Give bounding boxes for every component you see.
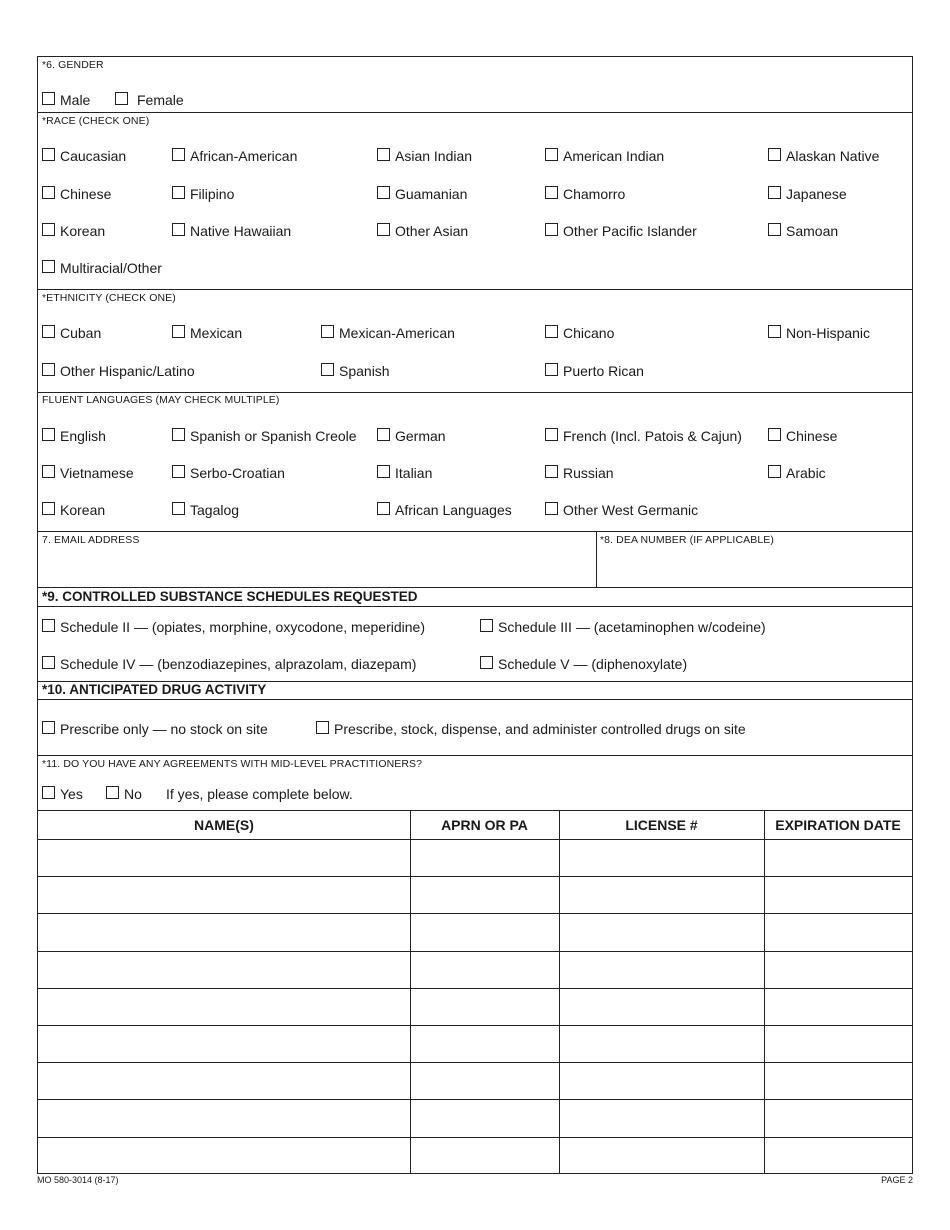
option-label: Vietnamese xyxy=(60,465,134,481)
gender-male-checkbox[interactable] xyxy=(42,92,90,108)
ethnicity-spanish-checkbox[interactable] xyxy=(321,363,390,379)
schedule-iv-checkbox[interactable] xyxy=(42,656,416,672)
option-label: Spanish xyxy=(339,363,390,379)
checkbox-box[interactable] xyxy=(42,786,55,799)
table-cell-expiration-date[interactable] xyxy=(765,840,911,875)
checkbox-box[interactable] xyxy=(42,325,55,338)
ethnicity-non-hispanic-checkbox[interactable] xyxy=(768,325,870,341)
checkbox-box[interactable] xyxy=(42,502,55,515)
option-label: Schedule V — (diphenoxylate) xyxy=(498,656,688,672)
race-chinese-checkbox[interactable] xyxy=(42,186,111,202)
option-label: Caucasian xyxy=(60,148,127,164)
table-cell-name-s[interactable] xyxy=(39,952,409,987)
table-cell-expiration-date[interactable] xyxy=(765,1100,911,1135)
language-italian-checkbox[interactable] xyxy=(377,465,432,481)
race-filipino-checkbox[interactable] xyxy=(172,186,234,202)
table-cell-aprn-or-pa[interactable] xyxy=(411,952,558,987)
ethnicity-puerto-rican-checkbox[interactable] xyxy=(545,363,644,379)
gender-label: *6. GENDER xyxy=(42,59,104,71)
divider xyxy=(38,392,912,393)
language-tagalog-checkbox[interactable] xyxy=(172,502,239,518)
table-cell-expiration-date[interactable] xyxy=(765,914,911,949)
option-label: Chicano xyxy=(563,325,615,341)
divider xyxy=(38,699,912,700)
language-french-incl-patois-cajun-checkbox[interactable] xyxy=(545,428,742,444)
email-label: 7. EMAIL ADDRESS xyxy=(42,534,140,546)
checkbox-box[interactable] xyxy=(316,721,329,734)
checkbox-box[interactable] xyxy=(42,656,55,669)
table-cell-aprn-or-pa[interactable] xyxy=(411,840,558,875)
option-label: French (Incl. Patois & Cajun) xyxy=(563,428,742,444)
table-cell-aprn-or-pa[interactable] xyxy=(411,1026,558,1061)
option-label: Other Asian xyxy=(395,223,469,239)
option-label: Other West Germanic xyxy=(563,502,699,518)
divider xyxy=(38,531,912,532)
checkbox-box[interactable] xyxy=(480,656,493,669)
option-label: Yes xyxy=(60,786,83,802)
table-cell-name-s[interactable] xyxy=(39,1063,409,1098)
table-cell-name-s[interactable] xyxy=(39,914,409,949)
table-cell-license[interactable] xyxy=(560,1063,763,1098)
table-cell-license[interactable] xyxy=(560,1138,763,1173)
gender-female-checkbox[interactable] xyxy=(115,92,184,108)
table-cell-name-s[interactable] xyxy=(39,877,409,912)
option-label: Other Pacific Islander xyxy=(563,223,697,239)
checkbox-box[interactable] xyxy=(172,428,185,441)
option-label: Asian Indian xyxy=(395,148,473,164)
option-label: Korean xyxy=(60,223,106,239)
table-cell-name-s[interactable] xyxy=(39,1100,409,1135)
language-serbo-croatian-checkbox[interactable] xyxy=(172,465,285,481)
divider xyxy=(38,587,912,588)
divider xyxy=(596,531,597,587)
checkbox-box[interactable] xyxy=(545,465,558,478)
checkbox-box[interactable] xyxy=(42,223,55,236)
option-label: Italian xyxy=(395,465,433,481)
checkbox-box[interactable] xyxy=(545,363,558,376)
table-cell-expiration-date[interactable] xyxy=(765,1026,911,1061)
race-label: *RACE (CHECK ONE) xyxy=(42,115,150,127)
option-label: Native Hawaiian xyxy=(190,223,292,239)
option-label: Mexican xyxy=(190,325,243,341)
checkbox-box[interactable] xyxy=(377,148,390,161)
email-field[interactable] xyxy=(38,547,596,585)
option-label: Other Hispanic/Latino xyxy=(60,363,195,379)
column-header-aprn-or-pa: APRN OR PA xyxy=(441,817,528,833)
race-alaskan-native-checkbox[interactable] xyxy=(768,148,879,164)
table-cell-aprn-or-pa[interactable] xyxy=(411,1138,558,1173)
ethnicity-mexican-checkbox[interactable] xyxy=(172,325,242,341)
option-label: Japanese xyxy=(786,186,847,202)
option-label: Cuban xyxy=(60,325,102,341)
table-cell-aprn-or-pa[interactable] xyxy=(411,1063,558,1098)
ethnicity-mexican-american-checkbox[interactable] xyxy=(321,325,455,341)
agreements-note: If yes, please complete below. xyxy=(166,786,353,802)
schedules-title: *9. CONTROLLED SUBSTANCE SCHEDULES REQUESTED xyxy=(42,589,418,604)
option-label: African-American xyxy=(190,148,298,164)
checkbox-box[interactable] xyxy=(172,223,185,236)
race-multiracial-other-checkbox[interactable] xyxy=(42,260,162,276)
race-caucasian-checkbox[interactable] xyxy=(42,148,126,164)
checkbox-box[interactable] xyxy=(42,186,55,199)
table-cell-aprn-or-pa[interactable] xyxy=(411,1100,558,1135)
race-other-asian-checkbox[interactable] xyxy=(377,223,468,239)
checkbox-box[interactable] xyxy=(42,92,55,105)
checkbox-box[interactable] xyxy=(768,465,781,478)
page-number: PAGE 2 xyxy=(881,1175,913,1185)
table-cell-expiration-date[interactable] xyxy=(765,989,911,1024)
checkbox-box[interactable] xyxy=(480,619,493,632)
checkbox-box[interactable] xyxy=(545,223,558,236)
language-russian-checkbox[interactable] xyxy=(545,465,614,481)
table-cell-license[interactable] xyxy=(560,840,763,875)
ethnicity-other-hispanic-latino-checkbox[interactable] xyxy=(42,363,195,379)
checkbox-box[interactable] xyxy=(768,325,781,338)
option-label: Schedule III — (acetaminophen w/codeine) xyxy=(498,619,766,635)
option-label: English xyxy=(60,428,106,444)
option-label: Multiracial/Other xyxy=(60,260,162,276)
table-cell-license[interactable] xyxy=(560,1100,763,1135)
table-cell-license[interactable] xyxy=(560,914,763,949)
schedule-iii-checkbox[interactable] xyxy=(480,619,766,635)
checkbox-box[interactable] xyxy=(42,428,55,441)
language-english-checkbox[interactable] xyxy=(42,428,106,444)
language-spanish-or-spanish-creole-checkbox[interactable] xyxy=(172,428,357,444)
checkbox-box[interactable] xyxy=(321,325,334,338)
agreements-yes-checkbox[interactable] xyxy=(42,786,83,802)
table-cell-name-s[interactable] xyxy=(39,1138,409,1173)
schedule-ii-checkbox[interactable] xyxy=(42,619,425,635)
column-header-expiration-date: EXPIRATION DATE xyxy=(775,817,901,833)
option-label: Schedule II — (opiates, morphine, oxycodone, meperidine) xyxy=(60,619,425,635)
race-asian-indian-checkbox[interactable] xyxy=(377,148,472,164)
table-cell-expiration-date[interactable] xyxy=(765,1063,911,1098)
divider xyxy=(38,606,912,607)
option-label: Prescribe, stock, dispense, and administer controlled drugs on site xyxy=(334,721,746,737)
checkbox-box[interactable] xyxy=(42,148,55,161)
table-cell-aprn-or-pa[interactable] xyxy=(411,914,558,949)
checkbox-box[interactable] xyxy=(545,502,558,515)
table-cell-expiration-date[interactable] xyxy=(765,1138,911,1173)
race-guamanian-checkbox[interactable] xyxy=(377,186,467,202)
table-cell-expiration-date[interactable] xyxy=(765,877,911,912)
form-page-2 xyxy=(37,56,913,1174)
option-label: Puerto Rican xyxy=(563,363,644,379)
option-label: Arabic xyxy=(786,465,826,481)
checkbox-box[interactable] xyxy=(377,428,390,441)
language-arabic-checkbox[interactable] xyxy=(768,465,826,481)
option-label: Non-Hispanic xyxy=(786,325,871,341)
schedule-v-checkbox[interactable] xyxy=(480,656,687,672)
checkbox-box[interactable] xyxy=(768,148,781,161)
language-chinese-checkbox[interactable] xyxy=(768,428,837,444)
language-other-west-germanic-checkbox[interactable] xyxy=(545,502,698,518)
race-korean-checkbox[interactable] xyxy=(42,223,105,239)
language-vietnamese-checkbox[interactable] xyxy=(42,465,134,481)
table-cell-license[interactable] xyxy=(560,1026,763,1061)
checkbox-box[interactable] xyxy=(377,186,390,199)
option-label: Chamorro xyxy=(563,186,626,202)
checkbox-box[interactable] xyxy=(42,465,55,478)
language-african-languages-checkbox[interactable] xyxy=(377,502,512,518)
checkbox-box[interactable] xyxy=(377,502,390,515)
option-label: Alaskan Native xyxy=(786,148,880,164)
race-american-indian-checkbox[interactable] xyxy=(545,148,664,164)
checkbox-box[interactable] xyxy=(42,721,55,734)
languages-label: FLUENT LANGUAGES (MAY CHECK MULTIPLE) xyxy=(42,394,280,406)
divider xyxy=(38,755,912,756)
checkbox-box[interactable] xyxy=(42,260,55,273)
checkbox-box[interactable] xyxy=(172,465,185,478)
checkbox-box[interactable] xyxy=(42,619,55,632)
checkbox-box[interactable] xyxy=(172,148,185,161)
checkbox-box[interactable] xyxy=(545,148,558,161)
ethnicity-cuban-checkbox[interactable] xyxy=(42,325,101,341)
checkbox-box[interactable] xyxy=(42,363,55,376)
checkbox-box[interactable] xyxy=(545,186,558,199)
checkbox-box[interactable] xyxy=(768,428,781,441)
language-korean-checkbox[interactable] xyxy=(42,502,105,518)
option-label: German xyxy=(395,428,446,444)
agreements-label: *11. DO YOU HAVE ANY AGREEMENTS WITH MID-LEVEL PRACTITIONERS? xyxy=(42,758,423,770)
option-label: American Indian xyxy=(563,148,665,164)
option-label: Prescribe only — no stock on site xyxy=(60,721,268,737)
divider xyxy=(38,810,912,811)
option-label: Guamanian xyxy=(395,186,468,202)
option-label: No xyxy=(124,786,142,802)
checkbox-box[interactable] xyxy=(172,186,185,199)
checkbox-box[interactable] xyxy=(172,325,185,338)
language-german-checkbox[interactable] xyxy=(377,428,446,444)
form-number: MO 580-3014 (8-17) xyxy=(37,1175,119,1185)
agreements-no-checkbox[interactable] xyxy=(106,786,142,802)
option-label: Samoan xyxy=(786,223,839,239)
checkbox-box[interactable] xyxy=(545,325,558,338)
table-cell-license[interactable] xyxy=(560,952,763,987)
checkbox-box[interactable] xyxy=(545,428,558,441)
option-label: Male xyxy=(60,92,91,108)
option-label: Russian xyxy=(563,465,614,481)
table-cell-aprn-or-pa[interactable] xyxy=(411,877,558,912)
option-label: Chinese xyxy=(60,186,112,202)
column-header-name-s: NAME(S) xyxy=(194,817,254,833)
divider xyxy=(38,112,912,113)
option-label: Chinese xyxy=(786,428,838,444)
option-label: Filipino xyxy=(190,186,235,202)
option-label: Female xyxy=(137,92,184,108)
ethnicity-chicano-checkbox[interactable] xyxy=(545,325,614,341)
race-japanese-checkbox[interactable] xyxy=(768,186,847,202)
option-label: Schedule IV — (benzodiazepines, alprazolam, diazepam) xyxy=(60,656,417,672)
table-cell-name-s[interactable] xyxy=(39,989,409,1024)
table-cell-expiration-date[interactable] xyxy=(765,952,911,987)
checkbox-box[interactable] xyxy=(377,465,390,478)
checkbox-box[interactable] xyxy=(377,223,390,236)
option-label: Tagalog xyxy=(190,502,240,518)
option-label: Mexican-American xyxy=(339,325,455,341)
option-label: African Languages xyxy=(395,502,512,518)
checkbox-box[interactable] xyxy=(768,186,781,199)
prescribe-stock-dispense-checkbox[interactable] xyxy=(316,721,746,737)
dea-number-field[interactable] xyxy=(598,547,912,585)
dea-label: *8. DEA NUMBER (IF APPLICABLE) xyxy=(600,534,774,546)
race-samoan-checkbox[interactable] xyxy=(768,223,838,239)
checkbox-box[interactable] xyxy=(115,92,128,105)
checkbox-box[interactable] xyxy=(172,502,185,515)
table-cell-aprn-or-pa[interactable] xyxy=(411,989,558,1024)
table-cell-license[interactable] xyxy=(560,877,763,912)
column-header-license: LICENSE # xyxy=(625,817,698,833)
option-label: Korean xyxy=(60,502,106,518)
option-label: Spanish or Spanish Creole xyxy=(190,428,357,444)
table-cell-name-s[interactable] xyxy=(39,840,409,875)
prescribe-only-checkbox[interactable] xyxy=(42,721,268,737)
checkbox-box[interactable] xyxy=(321,363,334,376)
drug-activity-title: *10. ANTICIPATED DRUG ACTIVITY xyxy=(42,682,267,697)
checkbox-box[interactable] xyxy=(768,223,781,236)
race-chamorro-checkbox[interactable] xyxy=(545,186,625,202)
ethnicity-label: *ETHNICITY (CHECK ONE) xyxy=(42,292,176,304)
table-cell-license[interactable] xyxy=(560,989,763,1024)
option-label: Serbo-Croatian xyxy=(190,465,285,481)
divider xyxy=(38,289,912,290)
race-african-american-checkbox[interactable] xyxy=(172,148,297,164)
race-native-hawaiian-checkbox[interactable] xyxy=(172,223,291,239)
table-cell-name-s[interactable] xyxy=(39,1026,409,1061)
race-other-pacific-islander-checkbox[interactable] xyxy=(545,223,697,239)
checkbox-box[interactable] xyxy=(106,786,119,799)
